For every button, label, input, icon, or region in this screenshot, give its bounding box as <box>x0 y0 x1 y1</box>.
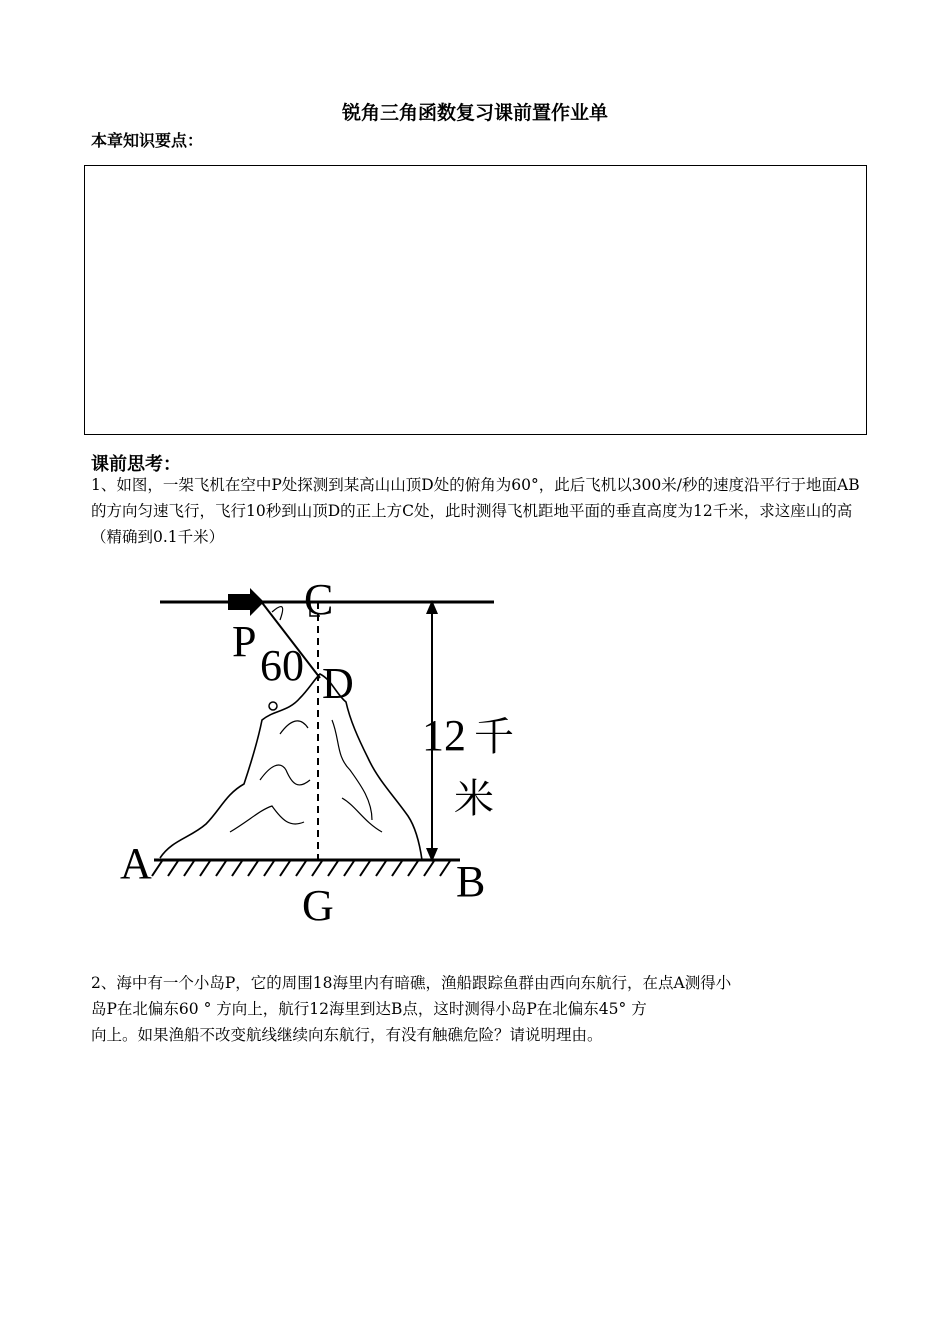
question-2-line: 2、海中有一个小岛P，它的周围18海里内有暗礁，渔船跟踪鱼群由西向东航行，在点A测得小 <box>91 974 732 992</box>
label-D: D <box>322 659 354 708</box>
mountain-detail <box>280 721 308 734</box>
height-unit-qian: 千 <box>474 714 514 760</box>
knowledge-points-box[interactable] <box>84 165 867 435</box>
knowledge-points-label: 本章知识要点： <box>91 131 204 150</box>
question-2-line: 岛P在北偏东60 ° 方向上，航行12海里到达B点，这时测得小岛P在北偏东45° 方 <box>91 1000 647 1018</box>
label-P: P <box>232 617 257 666</box>
mountain-detail <box>342 798 382 832</box>
height-value: 12 <box>422 711 466 760</box>
question-1-text: 1、如图，一架飞机在空中P处探测到某高山山顶D处的俯角为60°，此后飞机以300米/秒的速度沿平行于地面AB的方向匀速飞行，飞行10秒到山顶D的正上方C处，此时测得飞机距地平面的垂直高度为12千米，求这座山的高（精确到0.1千米） <box>91 476 860 546</box>
label-B: B <box>456 857 486 906</box>
plane-arrow-icon <box>228 588 264 616</box>
pre-class-thinking-label: 课前思考： <box>91 454 181 475</box>
mountain-detail <box>260 765 310 785</box>
height-unit-mi: 米 <box>454 776 494 822</box>
label-C: C <box>304 575 334 624</box>
ground-hatching <box>152 861 450 876</box>
small-circle <box>269 702 277 710</box>
label-G: G <box>302 881 334 930</box>
page-title: 锐角三角函数复习课前置作业单 <box>341 102 608 124</box>
label-A: A <box>120 839 152 888</box>
mountain-detail <box>230 806 304 832</box>
question-2-line: 向上。如果渔船不改变航线继续向东航行，有没有触礁危险？请说明理由。 <box>91 1026 603 1044</box>
label-angle-60: 60 <box>260 641 304 690</box>
mountain-outline <box>160 674 422 860</box>
question-2-text <box>91 970 863 1048</box>
mountain-figure <box>110 570 530 940</box>
